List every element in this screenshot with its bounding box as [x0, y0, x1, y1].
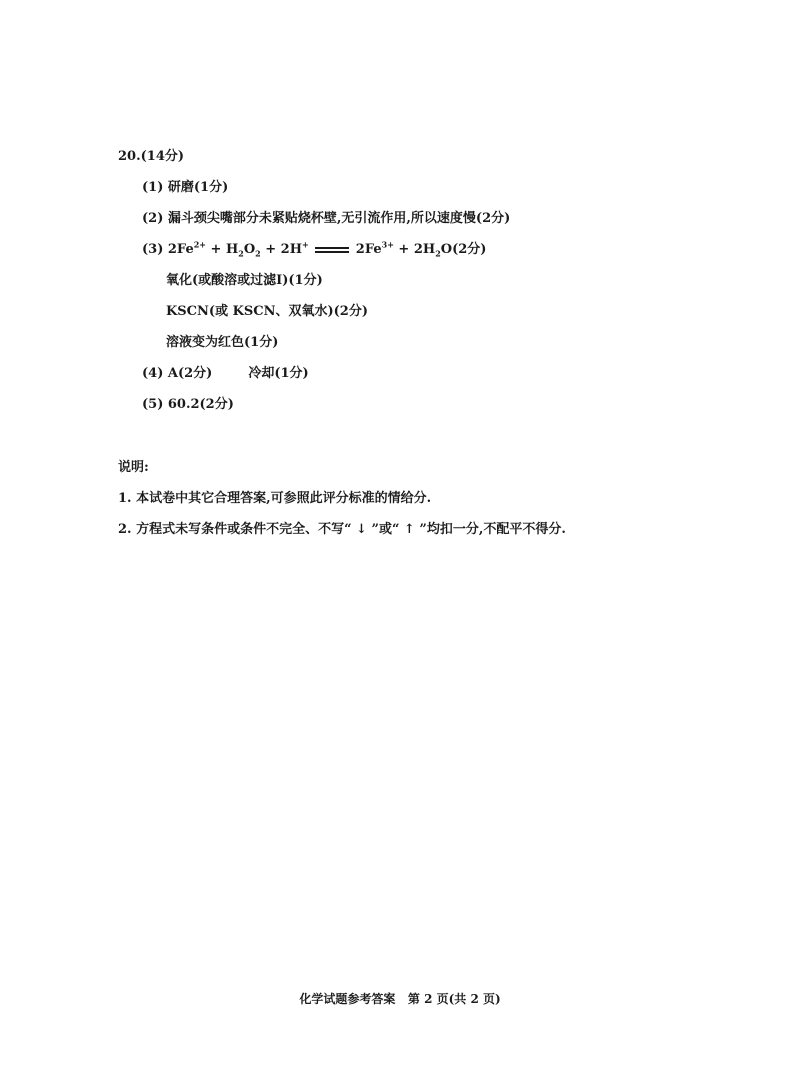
answer-part-2: (2) 漏斗颈尖嘴部分未紧贴烧杯壁,无引流作用,所以速度慢(2分) [142, 211, 511, 226]
eq-term-a: 2Fe [167, 242, 194, 257]
page-footer [0, 990, 800, 1007]
eq-term-c: O [243, 242, 256, 257]
eq-term-f: + 2H [393, 242, 436, 257]
note-item-1: 1. 本试卷中其它合理答案,可参照此评分标准的情给分. [118, 491, 432, 506]
eq-term-e: 2Fe [355, 242, 382, 257]
answer-part-4 [142, 365, 309, 383]
part-4-answer-b: 冷却(1分) [248, 366, 309, 381]
notes-title: 说明: [118, 460, 149, 475]
eq-term-d: + 2H [260, 242, 303, 257]
eq-term-b-subscript: 2 [238, 248, 244, 259]
answer-part-5: (5) 60.2(2分) [142, 397, 234, 412]
answer-part-3-line-3: KSCN(或 KSCN、双氧水)(2分) [166, 304, 369, 319]
answer-part-3-line-4: 溶液变为红色(1分) [166, 335, 279, 350]
eq-term-e-charge: 3+ [381, 239, 394, 250]
answer-part-3-equation [142, 241, 486, 259]
footer-subject: 化学试题参考答案 [299, 992, 396, 1006]
footer-page-number: 第 2 页(共 2 页) [407, 992, 501, 1006]
eq-term-b: + H [206, 242, 239, 257]
eq-term-a-charge: 2+ [193, 239, 207, 250]
eq-term-f-subscript: 2 [435, 248, 441, 259]
eq-term-d-charge: + [302, 239, 309, 250]
eq-term-c-subscript: 2 [255, 248, 261, 259]
answer-part-1: (1) 研磨(1分) [142, 180, 229, 195]
note-item-2: 2. 方程式未写条件或条件不完全、不写“ ↓ ”或“ ↑ ”均扣一分,不配平不得分. [118, 522, 566, 537]
question-header: 20.(14分) [118, 149, 185, 164]
part-4-answer-a: (4) A(2分) [142, 366, 213, 381]
part-3-label: (3) [142, 242, 164, 257]
answer-part-3-line-2: 氧化(或酸溶或过滤Ⅰ)(1分) [166, 273, 323, 288]
eq-term-g: O(2分) [440, 242, 487, 257]
reaction-equals-icon [315, 246, 349, 254]
